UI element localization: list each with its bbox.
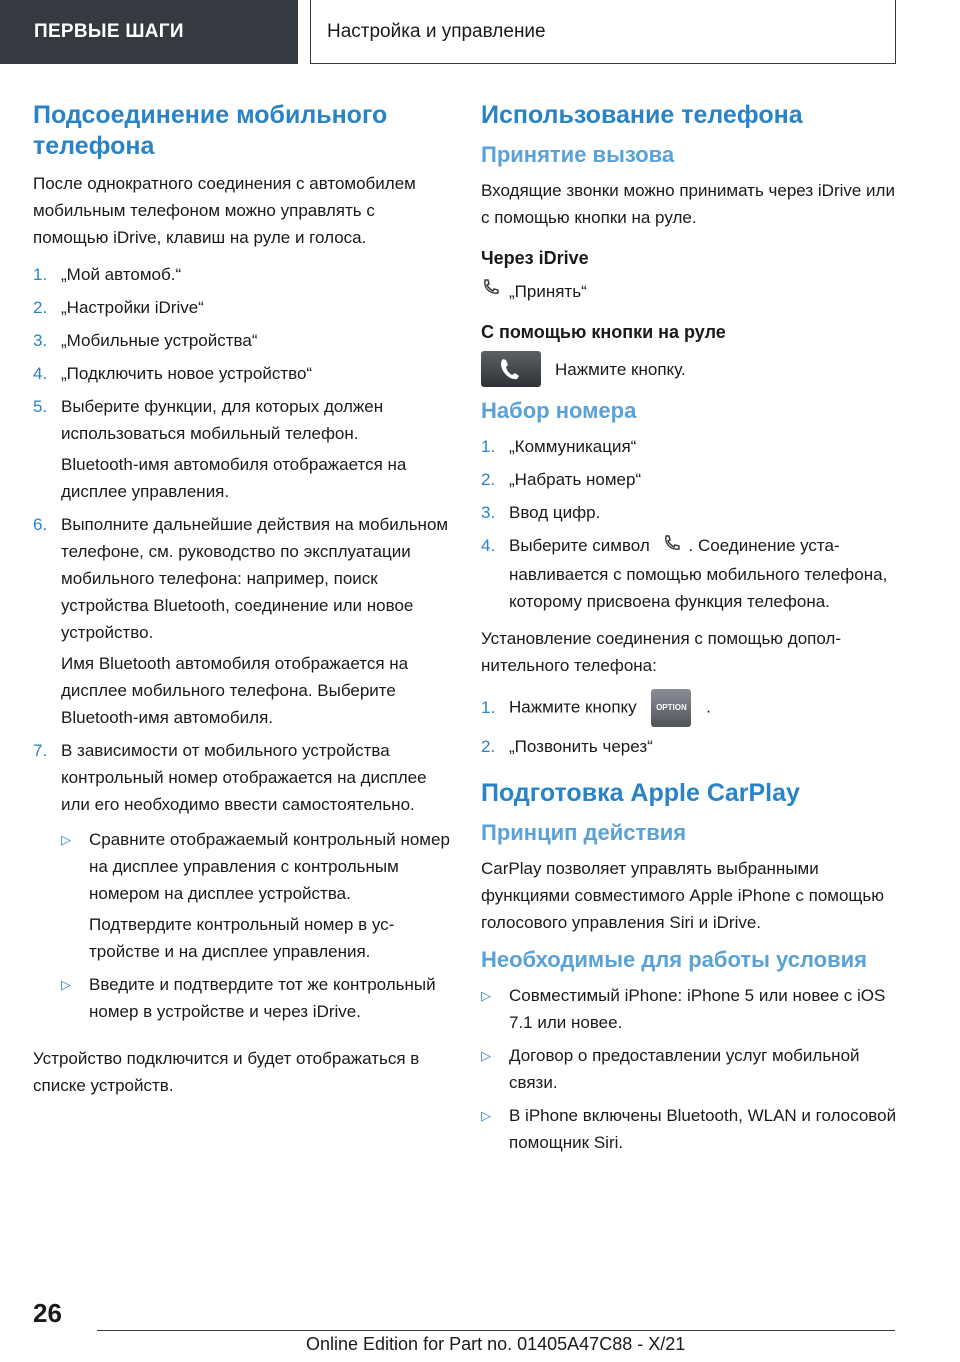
connect-phone-title: Подсоединение мобильного телефона	[33, 101, 388, 160]
wheel-row: Нажмите кнопку.	[481, 351, 901, 387]
list-item: 6. Выполните дальнейшие действия на мобильном телефоне, см. руководство по эксплуатации мобильного телефона: например, поиск устройства Bluetooth, соединение или новое устройство. Имя Bluetooth автомобиля отображается на дисплее мобильного телефона. Выберите Bluetooth-имя автомобиля.	[33, 515, 449, 727]
dial-steps	[481, 433, 901, 615]
principle-heading: Принцип действия	[481, 819, 687, 845]
left-column	[33, 100, 451, 1109]
bullet-item: ▷ В iPhone включены Bluetooth, WLAN и голосовой помощник Siri.	[481, 1105, 897, 1152]
use-phone-title: Использование телефона	[481, 101, 803, 129]
list-item: 4. „Подключить новое устройство“	[33, 364, 313, 383]
carplay-title: Подготовка Apple CarPlay	[481, 778, 800, 807]
steering-phone-button-icon	[481, 351, 541, 387]
edition-footer: Online Edition for Part no. 01405A47C88 - X/21	[306, 1334, 686, 1354]
list-item: 2. „Набрать номер“	[481, 470, 642, 489]
list-item: 7. В зависимости от мобильного устройства контрольный номер отображается на дисплее или его необходимо ввести самостоятельно. ▷ Сравните отображаемый контрольный номер на дисплее управления с контрольным номером на дисплее устройства. Подтвердите контрольный номер в устройстве и на дисплее управления. ▷ Введите и подтвердите тот же контрольный номер в устройстве и через iDrive.	[33, 737, 451, 1035]
connect-intro: После однократного соединения с автомобилем мобильным телефоном можно управлять с помощью iDrive, клавиш на руле и голоса.	[33, 174, 416, 247]
footer-divider	[97, 1330, 895, 1331]
connect-steps	[33, 261, 451, 1035]
via-idrive-heading: Через iDrive	[481, 248, 589, 268]
extra-phone-steps	[481, 689, 901, 760]
list-item: 1. „Коммуникация“	[481, 437, 637, 456]
option-button-icon: OPTION	[651, 689, 691, 727]
bullet-item: ▷ Введите и подтвердите тот же контрольный номер в устройстве и через iDrive.	[61, 975, 436, 1021]
page-number: 26	[33, 1298, 62, 1328]
list-item: 2. „Настройки iDrive“	[33, 298, 204, 317]
phone-handset-icon	[481, 277, 509, 305]
list-item: 3. Ввод цифр.	[481, 503, 601, 522]
list-item: 1. Нажмите кнопку OPTION .	[481, 689, 901, 727]
list-item: 1. „Мой автомоб.“	[33, 265, 182, 284]
list-item: 5. Выберите функции, для которых должен использоваться мобильный телефон. Bluetooth-имя автомобиля отображается на дисплее управления.	[33, 397, 407, 501]
chapter-title: Настройка и управление	[310, 0, 896, 64]
bullet-item: ▷ Договор о предоставлении услуг мобильной связи.	[481, 1045, 860, 1092]
bullet-item: ▷ Совместимый iPhone: iPhone 5 или новее с iOS 7.1 или новее.	[481, 985, 886, 1032]
right-column	[481, 100, 901, 1166]
via-wheel-heading: С помощью кнопки на руле	[481, 322, 726, 342]
extra-phone-text: Установление соединения с помощью дополнительного телефона:	[481, 628, 842, 675]
accept-call-heading: Принятие вызова	[481, 142, 675, 167]
dial-heading: Набор номера	[481, 398, 637, 423]
list-item: 3. „Мобильные устройства“	[33, 331, 258, 350]
list-item: 4. Выберите символ . Соединение устанавливается с помощью мобильного телефона, которому присвоена функция телефона.	[481, 532, 901, 615]
accept-row: „Принять“	[481, 277, 901, 305]
dial-symbol-icon	[661, 533, 683, 561]
list-item: 2. „Позвонить через“	[481, 736, 653, 756]
principle-text: CarPlay позволяет управлять выбранными функциями совместимого Apple iPhone с помощью голосового управления Siri и iDrive.	[481, 858, 885, 932]
connect-outro: Устройство подключится и будет отображаться в списке устройств.	[33, 1049, 420, 1095]
bullet-item: ▷ Сравните отображаемый контрольный номер на дисплее управления с контрольным номером на дисплее устройства. Подтвердите контрольный номер в устройстве и на дисплее управления.	[61, 830, 450, 961]
accept-call-text: Входящие звонки можно принимать через iDrive или с помощью кнопки на руле.	[481, 181, 895, 227]
requirements-list	[481, 982, 901, 1156]
requirements-heading: Необходимые для работы условия	[481, 946, 867, 972]
section-tab: ПЕРВЫЕ ШАГИ	[0, 0, 298, 64]
